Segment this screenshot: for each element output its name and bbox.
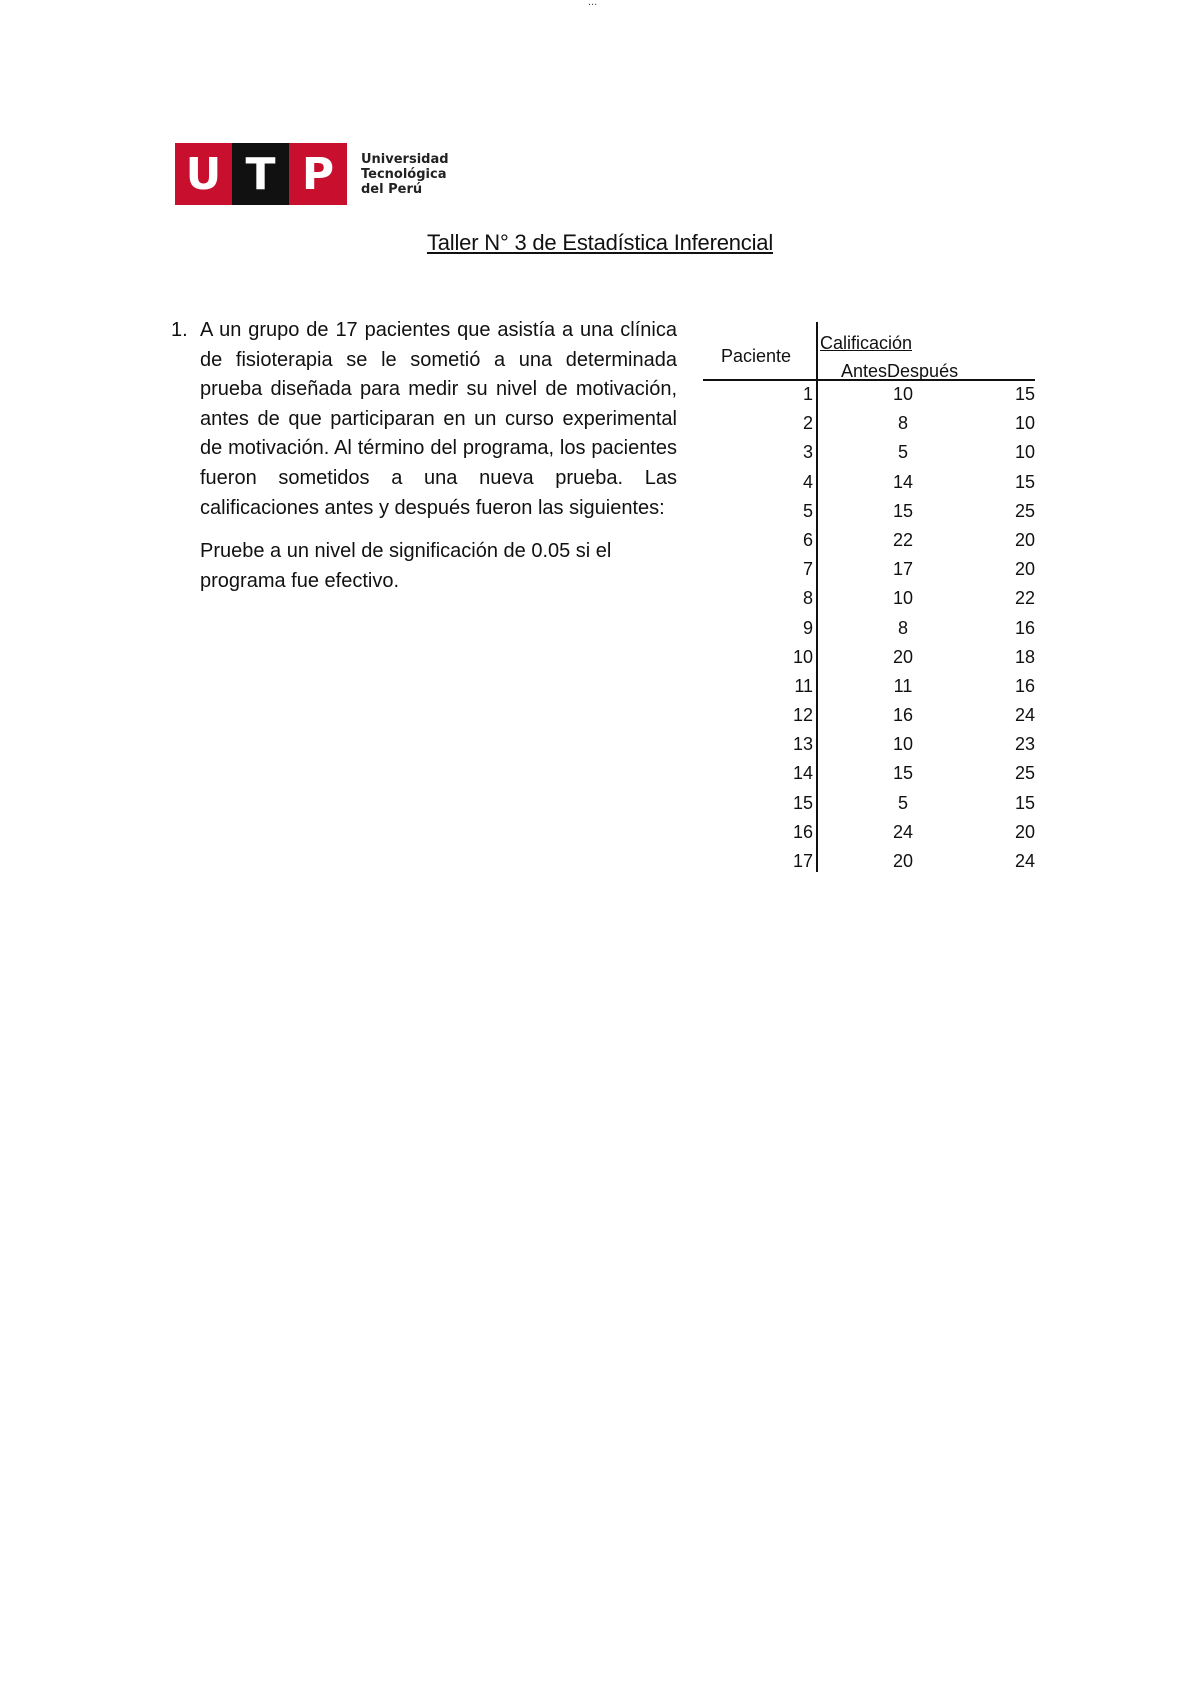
table-row xyxy=(703,647,1035,676)
table-row xyxy=(703,822,1035,851)
cell-despues: 24 xyxy=(1014,705,1035,726)
cell-paciente: 2 xyxy=(802,413,813,434)
cell-paciente: 15 xyxy=(792,792,813,813)
cell-paciente: 9 xyxy=(802,617,813,638)
cell-antes: 5 xyxy=(897,442,908,463)
cell-antes: 10 xyxy=(892,588,914,609)
cell-despues: 15 xyxy=(1014,471,1035,492)
cell-antes: 24 xyxy=(892,821,914,842)
header-calificacion: Calificación xyxy=(820,333,913,353)
cell-antes: 8 xyxy=(897,413,908,434)
cell-paciente: 16 xyxy=(792,821,813,842)
cell-paciente: 12 xyxy=(792,705,813,726)
utp-logo xyxy=(175,143,449,205)
cell-paciente: 8 xyxy=(802,588,813,609)
header-despues: Después xyxy=(887,361,959,381)
logo-letter-p: P xyxy=(289,143,347,205)
cell-paciente: 14 xyxy=(792,763,813,784)
table-row xyxy=(703,618,1035,647)
logo-wordmark xyxy=(361,152,449,197)
logo-line-2: Tecnológica xyxy=(361,166,447,182)
table-row xyxy=(703,734,1035,763)
cell-paciente: 17 xyxy=(792,851,813,871)
table-row xyxy=(703,442,1035,471)
cell-despues: 15 xyxy=(1014,792,1035,813)
cell-despues: 25 xyxy=(1014,763,1035,784)
cell-despues: 15 xyxy=(1014,384,1035,404)
cell-despues: 20 xyxy=(1014,821,1035,842)
cell-despues: 10 xyxy=(1014,442,1035,463)
cell-antes: 10 xyxy=(892,734,914,755)
table-row xyxy=(703,851,1035,880)
cell-antes: 15 xyxy=(892,500,914,521)
cell-paciente: 7 xyxy=(802,559,813,580)
cell-antes: 5 xyxy=(897,792,908,813)
cell-despues: 16 xyxy=(1014,617,1035,638)
cell-paciente: 6 xyxy=(802,529,813,550)
header-subcolumns xyxy=(841,361,958,382)
table-row xyxy=(703,793,1035,822)
cell-antes: 22 xyxy=(892,529,914,550)
cell-paciente: 5 xyxy=(802,500,813,521)
table-row xyxy=(703,413,1035,442)
cell-paciente: 10 xyxy=(792,646,813,667)
cell-antes: 20 xyxy=(892,646,914,667)
cell-despues: 22 xyxy=(1014,588,1035,609)
cell-despues: 20 xyxy=(1014,529,1035,550)
cell-paciente: 4 xyxy=(802,471,813,492)
cell-antes: 16 xyxy=(892,705,914,726)
document-title: Taller N° 3 de Estadística Inferencial xyxy=(426,230,774,255)
table-row xyxy=(703,559,1035,588)
table-row xyxy=(703,501,1035,530)
header-antes: Antes xyxy=(841,361,888,381)
page-header-mark: ... xyxy=(588,0,598,8)
cell-paciente: 1 xyxy=(802,384,813,404)
cell-antes: 8 xyxy=(897,617,908,638)
cell-despues: 24 xyxy=(1014,851,1035,871)
cell-despues: 16 xyxy=(1014,675,1035,696)
cell-paciente: 11 xyxy=(794,675,813,696)
cell-antes: 20 xyxy=(892,851,914,871)
cell-despues: 23 xyxy=(1014,734,1035,755)
cell-despues: 18 xyxy=(1014,646,1035,667)
scores-table xyxy=(703,322,1035,872)
cell-antes: 11 xyxy=(893,675,913,696)
cell-despues: 10 xyxy=(1014,413,1035,434)
table-row xyxy=(703,676,1035,705)
cell-antes: 17 xyxy=(892,559,914,580)
question-prompt: Pruebe a un nivel de significación de 0.05 si el programa fue efectivo. xyxy=(200,540,612,592)
header-paciente: Paciente xyxy=(721,346,792,366)
cell-paciente: 3 xyxy=(802,442,813,463)
cell-antes: 15 xyxy=(892,763,914,784)
table-row xyxy=(703,588,1035,617)
table-row xyxy=(703,763,1035,792)
question-statement: A un grupo de 17 pacientes que asistía a una clínica de fisioterapia se le sometió a una determinada prueba diseñada para medir su nivel de motivación, antes de que participaran en un curso experimental de motivación. Al término del programa, los pacientes fueron sometidos a una nueva prueba. Las calificaciones antes y después fueron las siguientes: xyxy=(200,319,677,519)
cell-paciente: 13 xyxy=(792,734,813,755)
logo-line-3: del Perú xyxy=(361,181,423,197)
table-row xyxy=(703,472,1035,501)
question-number: 1. xyxy=(171,319,188,341)
logo-letter-u: U xyxy=(175,143,232,205)
cell-despues: 25 xyxy=(1014,500,1035,521)
cell-antes: 10 xyxy=(892,384,914,404)
table-row xyxy=(703,705,1035,734)
table-body xyxy=(703,384,1035,880)
logo-letter-t: T xyxy=(232,143,289,205)
cell-antes: 14 xyxy=(892,471,914,492)
question-1 xyxy=(171,316,677,596)
table-row xyxy=(703,530,1035,559)
table-row xyxy=(703,384,1035,413)
cell-despues: 20 xyxy=(1014,559,1035,580)
logo-line-1: Universidad xyxy=(361,151,449,167)
